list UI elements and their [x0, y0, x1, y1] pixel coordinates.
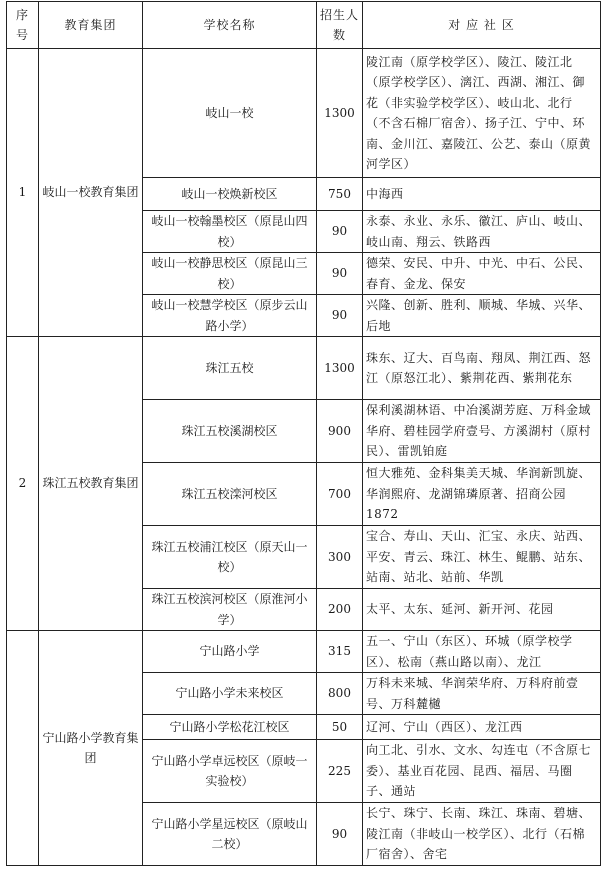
enroll-count: 90 — [317, 211, 363, 253]
enroll-count: 700 — [317, 463, 363, 526]
header-group: 教育集团 — [39, 2, 143, 49]
area-list: 珠东、辽大、百鸟南、翔凤、荆江西、怒江（原怒江北）、紫荆花西、紫荆花东 — [363, 337, 601, 400]
table-row — [7, 337, 601, 400]
area-list: 向工北、引水、文水、勾连屯（不含原七委）、基业百花园、昆西、福居、马圈子、通站 — [363, 740, 601, 803]
enroll-count: 200 — [317, 589, 363, 631]
area-list: 陵江南（原学校学区）、陵江、陵江北（原学校学区）、漓江、西湖、湘江、御花（非实验学校学区）、岐山北、北行（不含石棉厂宿舍）、扬子江、宁中、环南、金川江、嘉陵江、公艺、泰山（原黄河学区） — [363, 49, 601, 178]
school-name: 珠江五校滦河校区 — [143, 463, 317, 526]
enroll-count: 900 — [317, 400, 363, 463]
enroll-count: 50 — [317, 715, 363, 740]
school-name: 珠江五校浦江校区（原天山一校） — [143, 526, 317, 589]
school-name: 岐山一校静思校区（原昆山三校） — [143, 253, 317, 295]
area-list: 辽河、宁山（西区）、龙江西 — [363, 715, 601, 740]
enroll-count: 750 — [317, 178, 363, 211]
enroll-count: 1300 — [317, 49, 363, 178]
header-area: 对 应 社 区 — [363, 2, 601, 49]
header-school: 学校名称 — [143, 2, 317, 49]
school-name: 宁山路小学卓远校区（原岐一实验校） — [143, 740, 317, 803]
area-list: 太平、太东、延河、新开河、花园 — [363, 589, 601, 631]
area-list: 中海西 — [363, 178, 601, 211]
enroll-count: 300 — [317, 526, 363, 589]
school-name: 岐山一校 — [143, 49, 317, 178]
school-name: 珠江五校滨河校区（原淮河小学） — [143, 589, 317, 631]
school-name: 宁山路小学 — [143, 631, 317, 673]
area-list: 长宁、珠宁、长南、珠江、珠南、碧塘、陵江南（非岐山一校学区）、北行（石棉厂宿舍）、舍宅 — [363, 803, 601, 866]
area-list: 恒大雅苑、金科集美天城、华润新凯旋、华润熙府、龙湖锦璘原著、招商公园 1872 — [363, 463, 601, 526]
enroll-count: 800 — [317, 673, 363, 715]
area-list: 兴隆、创新、胜利、顺城、华城、兴华、后地 — [363, 295, 601, 337]
school-name: 珠江五校溪湖校区 — [143, 400, 317, 463]
header-seq: 序号 — [7, 2, 39, 49]
area-list: 万科未来城、华润荣华府、万科府前壹号、万科麓樾 — [363, 673, 601, 715]
group-name: 珠江五校教育集团 — [39, 337, 143, 631]
group-seq: 1 — [7, 49, 39, 337]
enroll-count: 90 — [317, 295, 363, 337]
group-seq: 2 — [7, 337, 39, 631]
enroll-count: 90 — [317, 253, 363, 295]
header-row — [7, 2, 601, 49]
table-row — [7, 49, 601, 178]
enroll-count: 225 — [317, 740, 363, 803]
school-name: 珠江五校 — [143, 337, 317, 400]
school-name: 岐山一校焕新校区 — [143, 178, 317, 211]
enroll-count: 90 — [317, 803, 363, 866]
header-enroll: 招生人数 — [317, 2, 363, 49]
enroll-count: 1300 — [317, 337, 363, 400]
school-name: 岐山一校慧学校区（原步云山路小学） — [143, 295, 317, 337]
school-name: 宁山路小学星远校区（原岐山二校） — [143, 803, 317, 866]
area-list: 保利溪湖林语、中冶溪湖芳庭、万科金域华府、碧桂园学府壹号、方溪湖村（原村民）、雷凯铂庭 — [363, 400, 601, 463]
group-seq — [7, 631, 39, 866]
school-name: 宁山路小学松花江校区 — [143, 715, 317, 740]
school-name: 宁山路小学未来校区 — [143, 673, 317, 715]
group-name: 岐山一校教育集团 — [39, 49, 143, 337]
enrollment-table — [6, 1, 601, 866]
table-row — [7, 631, 601, 673]
area-list: 宝合、寿山、天山、汇宝、永庆、站西、平安、青云、珠江、林生、鲲鹏、站东、站南、站北、站前、华凯 — [363, 526, 601, 589]
area-list: 德荣、安民、中升、中光、中石、公民、春育、金龙、保安 — [363, 253, 601, 295]
group-name: 宁山路小学教育集团 — [39, 631, 143, 866]
area-list: 五一、宁山（东区）、环城（原学校学区）、松南（燕山路以南）、龙江 — [363, 631, 601, 673]
school-name: 岐山一校翰墨校区（原昆山四校） — [143, 211, 317, 253]
area-list: 永泰、永业、永乐、徽江、庐山、岐山、岐山南、翔云、铁路西 — [363, 211, 601, 253]
enroll-count: 315 — [317, 631, 363, 673]
